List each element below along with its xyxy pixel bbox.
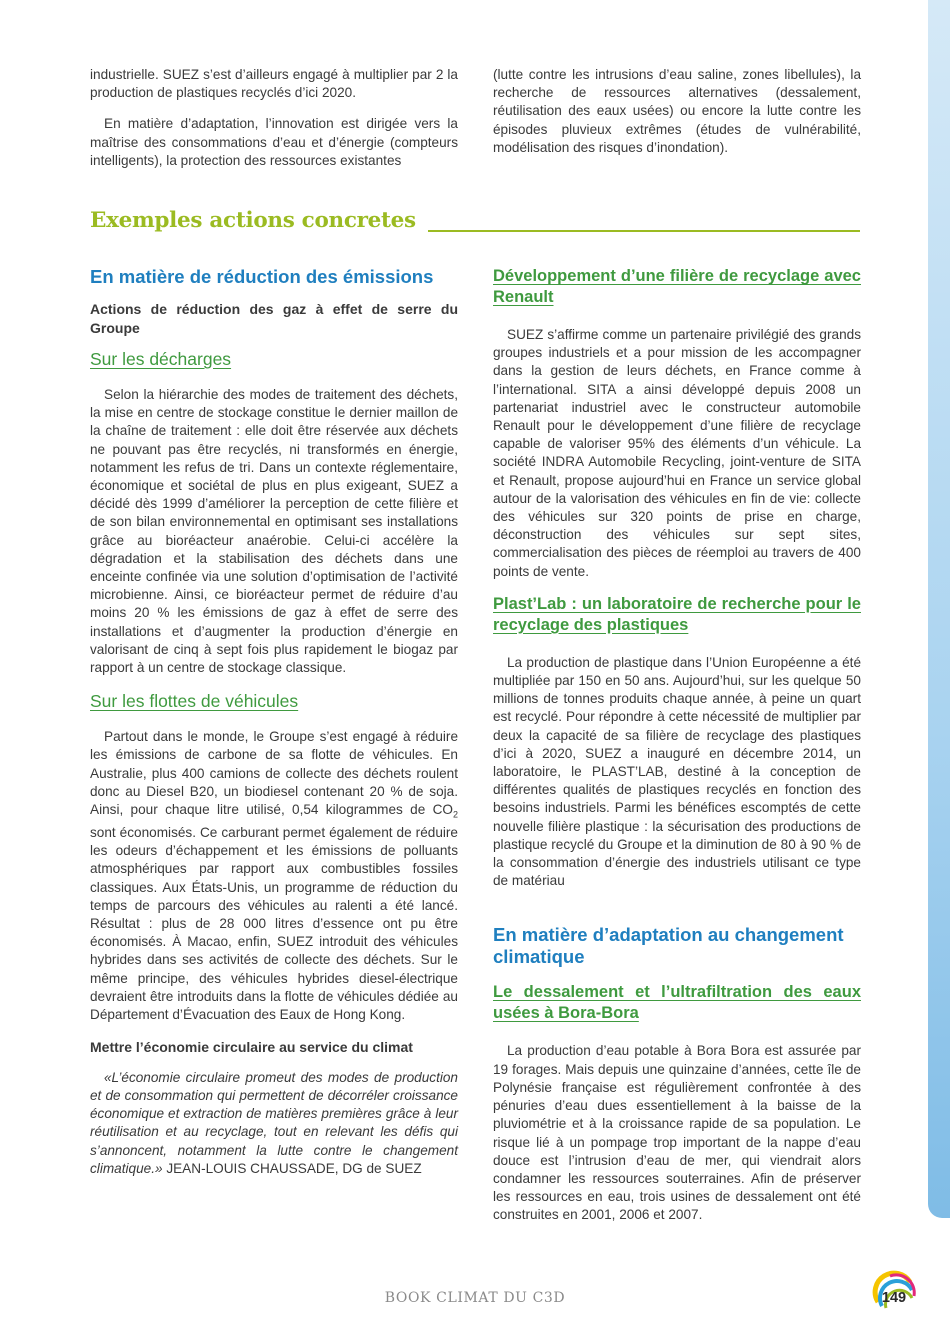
top-right-column — [493, 66, 861, 157]
quote-paragraph — [90, 1069, 458, 1178]
heading-renault: Développement d’une filière de recyclage avec Renault — [493, 267, 861, 306]
footer-book-title: BOOK CLIMAT DU C3D — [384, 1290, 566, 1306]
quote-text: «L’économie circulaire promeut des modes de production et de consommation qui permettent de décorréler croissance économique et extraction de matières premières grâce à leur réutilisation et au recyclage, tout en relevant les défis qui s’annoncent, notamment la lutte contre le changement climatique.» — [90, 1069, 458, 1176]
text-run: Partout dans le monde, le Groupe s’est engagé à réduire les émissions de carbone de sa flotte de véhicules. En Australie, plus 400 camions de collecte des déchets roulent donc au Diesel B20, un biodiesel contenant 20 % de soja. Ainsi, pour chaque litre utilisé, 0,54 kilogrammes de CO — [90, 729, 458, 818]
heading-adaptation: En matière d’adaptation au changement climatique — [493, 924, 844, 968]
heading-decharges: Sur les décharges — [90, 349, 232, 369]
subheading-actions-groupe: Actions de réduction des gaz à effet de serre du Groupe — [90, 301, 458, 336]
paragraph-renault: SUEZ s’affirme comme un partenaire privilégié des grands groupes industriels et a pour mission de les accompagner dans la gestion de leurs déchets, en France comme à l’international. SITA a ainsi développé depuis 2008 un partenariat industriel avec le constructeur automobile Renault pour le développement d’une filière de recyclage capable de valoriser 95% des éléments d’un véhicule. La société INDRA Automobile Recycling, joint-venture de SITA et Renault, propose aujourd’hui en France un service global autour de la valorisation des véhicules en fin de vie: collecte des véhicules sur 320 points de prise en charge, déconstruction des véhicules sur sept sites, commercialisation des pièces de réemploi au travers de 400 points de vente. — [493, 327, 861, 579]
quote-author: JEAN-LOUIS CHAUSSADE, DG de SUEZ — [162, 1160, 422, 1176]
paragraph-flottes — [90, 728, 458, 1024]
right-column — [493, 266, 861, 1225]
paragraph: (lutte contre les intrusions d’eau saline, zones libellules), la recherche de ressources alternatives (dessalement, réutilisation des eaux usées) ou encore la lutte contre les épisodes pluvieux extrêmes (études de vulnérabilité, modélisation des risques d’inondation). — [493, 67, 861, 155]
page-number: 149 — [881, 1290, 907, 1306]
page-edge-tab — [928, 0, 950, 1218]
heading-reduction-emissions: En matière de réduction des émissions — [90, 266, 434, 287]
heading-plastlab: Plast’Lab : un laboratoire de recherche pour le recyclage des plastiques — [493, 594, 861, 634]
subscript: 2 — [452, 809, 458, 820]
paragraph-bora-bora: La production d’eau potable à Bora Bora est assurée par 19 forages. Mais depuis une quinzaine d’années, cette île de Polynésie française est régulièrement confrontée à des pénuries d’eau dues essentiellement à la baisse de la pluviométrie et à la croissance rapide de sa population. Le risque lié à un pompage trop important de la nappe d’eau douce est l’intrusion d’eau de mer, qui viendrait alors condamner les ressources souterraines. Afin de préserver les ressources en eau, trois usines de dessalement ont été construites en 2001, 2006 et 2007. — [493, 1043, 861, 1223]
paragraph-plastlab: La production de plastique dans l’Union Européenne a été multipliée par 150 en 50 ans. Aujourd’hui, sur les quelque 50 millions de tonnes produits chaque année, à peine un quart est recyclé. Pour répondre à cette nécessité de multiplier par deux la capacité de sa filière de recyclage des plastiques d’ici à 2020, SUEZ a inauguré en décembre 2014, un laboratoire, le PLAST’LAB, destiné à la conception de différentes qualités de plastiques recyclés en fonction des besoins industriels. Parmi les bénéfices escomptés de cette nouvelle filière plastique : la sécurisation des productions de plastique recyclé du Groupe et la diminution de 80 à 90 % de la consommation d’énergie des industriels utilisant ce type de matériau — [493, 654, 861, 889]
section-title — [90, 208, 860, 242]
paragraph: industrielle. SUEZ s’est d’ailleurs engagé à multiplier par 2 la production de plastiques recyclés d’ici 2020. — [90, 67, 458, 101]
heading-flottes: Sur les flottes de véhicules — [90, 691, 299, 712]
left-column — [90, 266, 458, 1178]
subheading-economie-circulaire: Mettre l’économie circulaire au service du climat — [90, 1039, 413, 1056]
top-left-column — [90, 66, 458, 170]
section-title-text: Exemples actions concretes — [90, 208, 428, 233]
paragraph-decharges: Selon la hiérarchie des modes de traitement des déchets, la mise en centre de stockage constitue le dernier maillon de la chaîne de traitement : elle doit être réservée aux déchets ne pouvant pas être recyclés, ni transformés en énergie, notamment les refus de tri. Dans un contexte réglementaire, économique et sociétal de plus en plus exigeant, SUEZ a décidé dès 1999 d’améliorer la perception de cette filière et de son bilan environnemental en optimisant ses installations grâce au bioréacteur anaérobie. Celui-ci accélère la dégradation et la stabilisation des déchets dans une enceinte confinée via une solution d’optimisation de l’activité microbienne. Ainsi, ce bioréacteur permet de réduire d’au moins 20 % les émissions de gaz à effet de serre des installations et d’augmenter la production d’énergie en valorisant de cinq à sept fois plus rapidement le biogaz par rapport à un centre de stockage classique. — [90, 387, 458, 676]
heading-bora-bora: Le dessalement et l’ultrafiltration des eaux usées à Bora-Bora — [493, 983, 861, 1023]
text-run: sont économisés. Ce carburant permet également de réduire les odeurs d’échappement et les émissions de polluants atmosphériques par rapport aux combustibles fossiles classiques. Aux États-Unis, un programme de réduction du temps de parcours des véhicules au ralenti a été lancé. Résultat : plus de 28 000 litres d’essence ont pu être économisés. À Macao, enfin, SUEZ introduit des véhicules hybrides dans ses activités de collecte des déchets. Sur le même principe, des véhicules hybrides diesel-électrique devraient être introduits dans la flotte de véhicules dédiée au Département d’Évacuation des Eaux de Hong Kong. — [90, 824, 458, 1023]
paragraph: En matière d’adaptation, l’innovation est dirigée vers la maîtrise des consommations d’eau et d’énergie (compteurs intelligents), la protection des ressources existantes — [90, 116, 458, 168]
